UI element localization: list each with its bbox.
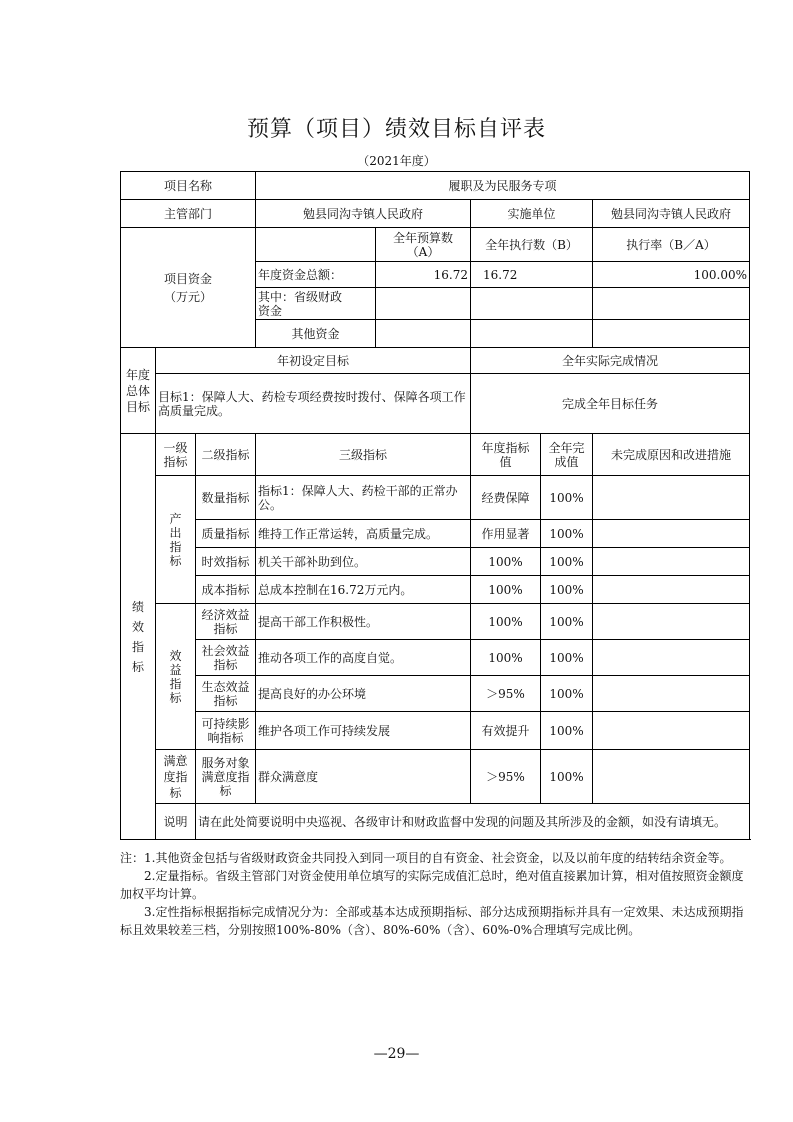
goals-set-text: 目标1：保障人大、药检专项经费按时拨付、保障各项工作高质量完成。 xyxy=(156,374,471,434)
actual-cell: 100% xyxy=(541,476,593,520)
level3-cell: 维护各项工作可持续发展 xyxy=(256,712,471,750)
level2-cell: 可持续影 响指标 xyxy=(196,712,256,750)
benefit-label: 效 益 指 标 xyxy=(156,604,196,750)
funds-prov-rate xyxy=(593,288,750,320)
level2-cell: 时效指标 xyxy=(196,548,256,576)
header-level1: 一级 指标 xyxy=(156,434,196,476)
actual-cell: 100% xyxy=(541,576,593,604)
funds-col-budget: 全年预算数 （A） xyxy=(376,228,471,262)
funds-label: 项目资金 （万元） xyxy=(121,228,256,348)
level2-cell: 质量指标 xyxy=(196,520,256,548)
funds-prov-budget xyxy=(376,288,471,320)
performance-table xyxy=(120,171,750,840)
remark-text: 请在此处简要说明中央巡视、各级审计和财政监督中发现的问题及其所涉及的金额，如没有请填无。 xyxy=(196,804,750,840)
actual-cell: 100% xyxy=(541,676,593,712)
header-reason: 未完成原因和改进措施 xyxy=(593,434,750,476)
target-cell: 作用显著 xyxy=(471,520,541,548)
output-label: 产 出 指 标 xyxy=(156,476,196,604)
form-title: 预算（项目）绩效目标自评表 xyxy=(246,117,546,142)
reason-cell xyxy=(593,712,750,750)
level3-cell: 群众满意度 xyxy=(256,750,471,804)
reason-cell xyxy=(593,640,750,676)
actual-cell: 100% xyxy=(541,750,593,804)
actual-cell: 100% xyxy=(541,548,593,576)
funds-other-label: 其他资金 xyxy=(256,320,376,348)
funds-total-budget: 16.72 xyxy=(376,262,471,288)
header-level3: 三级指标 xyxy=(256,434,471,476)
note-3: 3.定性指标根据指标完成情况分为：全部或基本达成预期指标、部分达成预期指标并具有一定效果、未达成预期指标且效果较差三档，分别按照100%-80%（含）、80%-60%（含）、60%-0%合理填写完成比例。 xyxy=(120,905,744,937)
reason-cell xyxy=(593,750,750,804)
level2-cell: 生态效益 指标 xyxy=(196,676,256,712)
indicators-side-label: 绩 效 指 标 xyxy=(121,434,156,840)
level3-cell: 指标1：保障人大、药检干部的正常办公。 xyxy=(256,476,471,520)
project-name-value: 履职及为民服务专项 xyxy=(256,172,750,200)
funds-col-rate: 执行率（B／A） xyxy=(593,228,750,262)
actual-cell: 100% xyxy=(541,640,593,676)
level2-cell: 社会效益 指标 xyxy=(196,640,256,676)
funds-total-exec: 16.72 xyxy=(471,262,593,288)
remark-label: 说明 xyxy=(156,804,196,840)
note-1: 注：1.其他资金包括与省级财政资金共同投入到同一项目的自有资金、社会资金，以及以前年度的结转结余资金等。 xyxy=(120,851,732,865)
funds-header-blank xyxy=(256,228,376,262)
page-number: —29— xyxy=(373,1046,420,1062)
reason-cell xyxy=(593,520,750,548)
actual-cell: 100% xyxy=(541,604,593,640)
reason-cell xyxy=(593,604,750,640)
dept-label: 主管部门 xyxy=(121,200,256,228)
level3-cell: 机关干部补助到位。 xyxy=(256,548,471,576)
form-year: （2021年度） xyxy=(357,154,436,168)
funds-other-budget xyxy=(376,320,471,348)
level3-cell: 总成本控制在16.72万元内。 xyxy=(256,576,471,604)
level3-cell: 推动各项工作的高度自觉。 xyxy=(256,640,471,676)
reason-cell xyxy=(593,548,750,576)
target-cell: 经费保障 xyxy=(471,476,541,520)
header-level2: 二级指标 xyxy=(196,434,256,476)
reason-cell xyxy=(593,476,750,520)
level2-cell: 成本指标 xyxy=(196,576,256,604)
dept-value: 勉县同沟寺镇人民政府 xyxy=(256,200,471,228)
footnotes xyxy=(120,849,749,939)
funds-total-label: 年度资金总额： xyxy=(256,262,376,288)
project-name-label: 项目名称 xyxy=(121,172,256,200)
target-cell: 100% xyxy=(471,548,541,576)
note-2: 2.定量指标。省级主管部门对资金使用单位填写的实际完成值汇总时，绝对值直接累加计算，相对值按照资金额度加权平均计算。 xyxy=(120,869,744,901)
target-cell: ＞95% xyxy=(471,676,541,712)
level2-cell: 数量指标 xyxy=(196,476,256,520)
goals-actual-text: 完成全年目标任务 xyxy=(471,374,750,434)
actual-cell: 100% xyxy=(541,520,593,548)
level3-cell: 提高干部工作积极性。 xyxy=(256,604,471,640)
funds-col-exec: 全年执行数（B） xyxy=(471,228,593,262)
goals-set-header: 年初设定目标 xyxy=(156,348,471,374)
target-cell: 100% xyxy=(471,604,541,640)
target-cell: 有效提升 xyxy=(471,712,541,750)
actual-cell: 100% xyxy=(541,712,593,750)
reason-cell xyxy=(593,676,750,712)
funds-other-rate xyxy=(593,320,750,348)
header-actual: 全年完 成值 xyxy=(541,434,593,476)
header-target: 年度指标 值 xyxy=(471,434,541,476)
funds-other-exec xyxy=(471,320,593,348)
funds-total-rate: 100.00% xyxy=(593,262,750,288)
unit-value: 勉县同沟寺镇人民政府 xyxy=(593,200,750,228)
target-cell: 100% xyxy=(471,640,541,676)
funds-prov-label: 其中：省级财政 资金 xyxy=(256,288,376,320)
funds-prov-exec xyxy=(471,288,593,320)
target-cell: ＞95% xyxy=(471,750,541,804)
target-cell: 100% xyxy=(471,576,541,604)
reason-cell xyxy=(593,576,750,604)
level3-cell: 维持工作正常运转，高质量完成。 xyxy=(256,520,471,548)
satisfaction-label: 满意 度指 标 xyxy=(156,750,196,804)
unit-label: 实施单位 xyxy=(471,200,593,228)
level2-cell: 经济效益 指标 xyxy=(196,604,256,640)
goals-actual-header: 全年实际完成情况 xyxy=(471,348,750,374)
level2-cell: 服务对象 满意度指 标 xyxy=(196,750,256,804)
level3-cell: 提高良好的办公环境 xyxy=(256,676,471,712)
goals-side-label: 年度 总体 目标 xyxy=(121,348,156,434)
